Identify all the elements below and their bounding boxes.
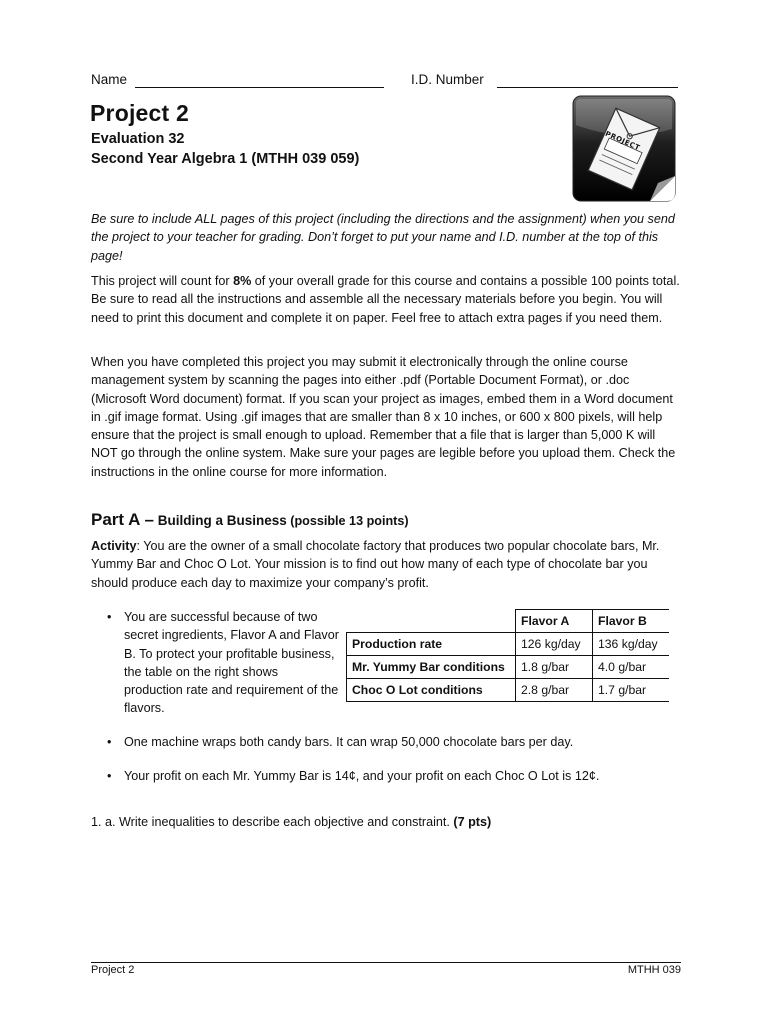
cell-production-b: 136 kg/day [593, 633, 670, 656]
submission-paragraph: When you have completed this project you may submit it electronically through the online course management system by scanning the pages into either .pdf (Portable Document Format), or .doc (Microsoft Word document) format. If you scan your project as images, embed them in a Word document in .gif image format. Using .gif images that are smaller than 8 x 10 inches, or 600 x 800 pixels, will help ensure that the project is small enough to upload. Remember that a file that is larger than 5,000 K will NOT go through the online system. Make sure your pages are legible before you upload them. Check the instructions in the online course for more information. [91, 355, 676, 479]
column-header-flavor-a: Flavor A [516, 610, 593, 633]
logo-text: PROJECT [603, 129, 642, 153]
table-corner-cell [347, 610, 516, 633]
name-label: Name [91, 72, 128, 87]
instructions-note: Be sure to include ALL pages of this project (including the directions and the assignment) when you send the project to your teacher for grading. Don’t forget to put your name and I.D. number at the top of this page! [91, 212, 675, 263]
cell-choc-a: 2.8 g/bar [516, 679, 593, 702]
table-row [347, 633, 670, 656]
footer-project-label: Project 2 [91, 964, 135, 976]
bullet-icon: • [107, 610, 112, 624]
row-label-choc-o-lot: Choc O Lot conditions [347, 679, 516, 702]
activity-text: : You are the owner of a small chocolate factory that produces two popular chocolate bars, Mr. Yummy Bar and Choc O Lot. Your mission is to find out how many of each type of chocolate bar you should produce each day to maximize your company’s profit. [91, 539, 660, 590]
grade-text-before: This project will count for [91, 274, 234, 288]
row-label-yummy-bar: Mr. Yummy Bar conditions [347, 656, 516, 679]
activity-paragraph [91, 537, 681, 592]
id-number-blank-line[interactable] [497, 87, 678, 88]
column-header-flavor-b: Flavor B [593, 610, 670, 633]
footer-divider [91, 962, 681, 963]
cell-production-a: 126 kg/day [516, 633, 593, 656]
cell-yummy-a: 1.8 g/bar [516, 656, 593, 679]
grade-percent: 8% [233, 274, 252, 288]
question-1a-text: 1. a. Write inequalities to describe each objective and constraint. [91, 815, 454, 829]
part-a-title: Building a Business [154, 513, 287, 528]
cell-yummy-b: 4.0 g/bar [593, 656, 670, 679]
course-label: Second Year Algebra 1 (MTHH 039 059) [91, 151, 360, 167]
grade-paragraph [91, 272, 681, 327]
table-row [347, 656, 670, 679]
activity-label: Activity [91, 539, 137, 553]
footer-course-code: MTHH 039 [627, 964, 681, 976]
question-1a [91, 815, 491, 829]
table-header-row [347, 610, 670, 633]
bullet-flavors-text: You are successful because of two secret ingredients, Flavor A and Flavor B. To protect your profitable business, the table on the right shows production rate and requirement of the flavors. [124, 610, 339, 716]
row-label-production-rate: Production rate [347, 633, 516, 656]
bullet-machine-text: One machine wraps both candy bars. It can wrap 50,000 chocolate bars per day. [124, 735, 574, 749]
bullet-profit-text: Your profit on each Mr. Yummy Bar is 14¢, and your profit on each Choc O Lot is 12¢. [124, 769, 600, 783]
name-blank-line[interactable] [135, 87, 384, 88]
page-title: Project 2 [90, 100, 189, 126]
id-number-label: I.D. Number [411, 72, 484, 87]
cell-choc-b: 1.7 g/bar [593, 679, 670, 702]
project-envelope-icon [572, 95, 676, 202]
bullet-icon: • [107, 769, 112, 783]
part-a-label: Part A – [91, 510, 154, 529]
part-a-heading [91, 510, 409, 530]
bullet-icon: • [107, 735, 112, 749]
table-row [347, 679, 670, 702]
list-item [107, 608, 337, 718]
grade-text-after: of your overall grade for this course and contains a possible 100 points total. Be sure to read all the instructions and assemble all the necessary materials before you begin. You will need to print this document and complete it on paper. Feel free to attach extra pages if you need them. [91, 274, 680, 325]
flavor-requirements-table [346, 609, 669, 702]
part-a-points: (possible 13 points) [286, 514, 409, 528]
question-1a-points: (7 pts) [453, 815, 492, 829]
evaluation-label: Evaluation 32 [91, 131, 185, 147]
